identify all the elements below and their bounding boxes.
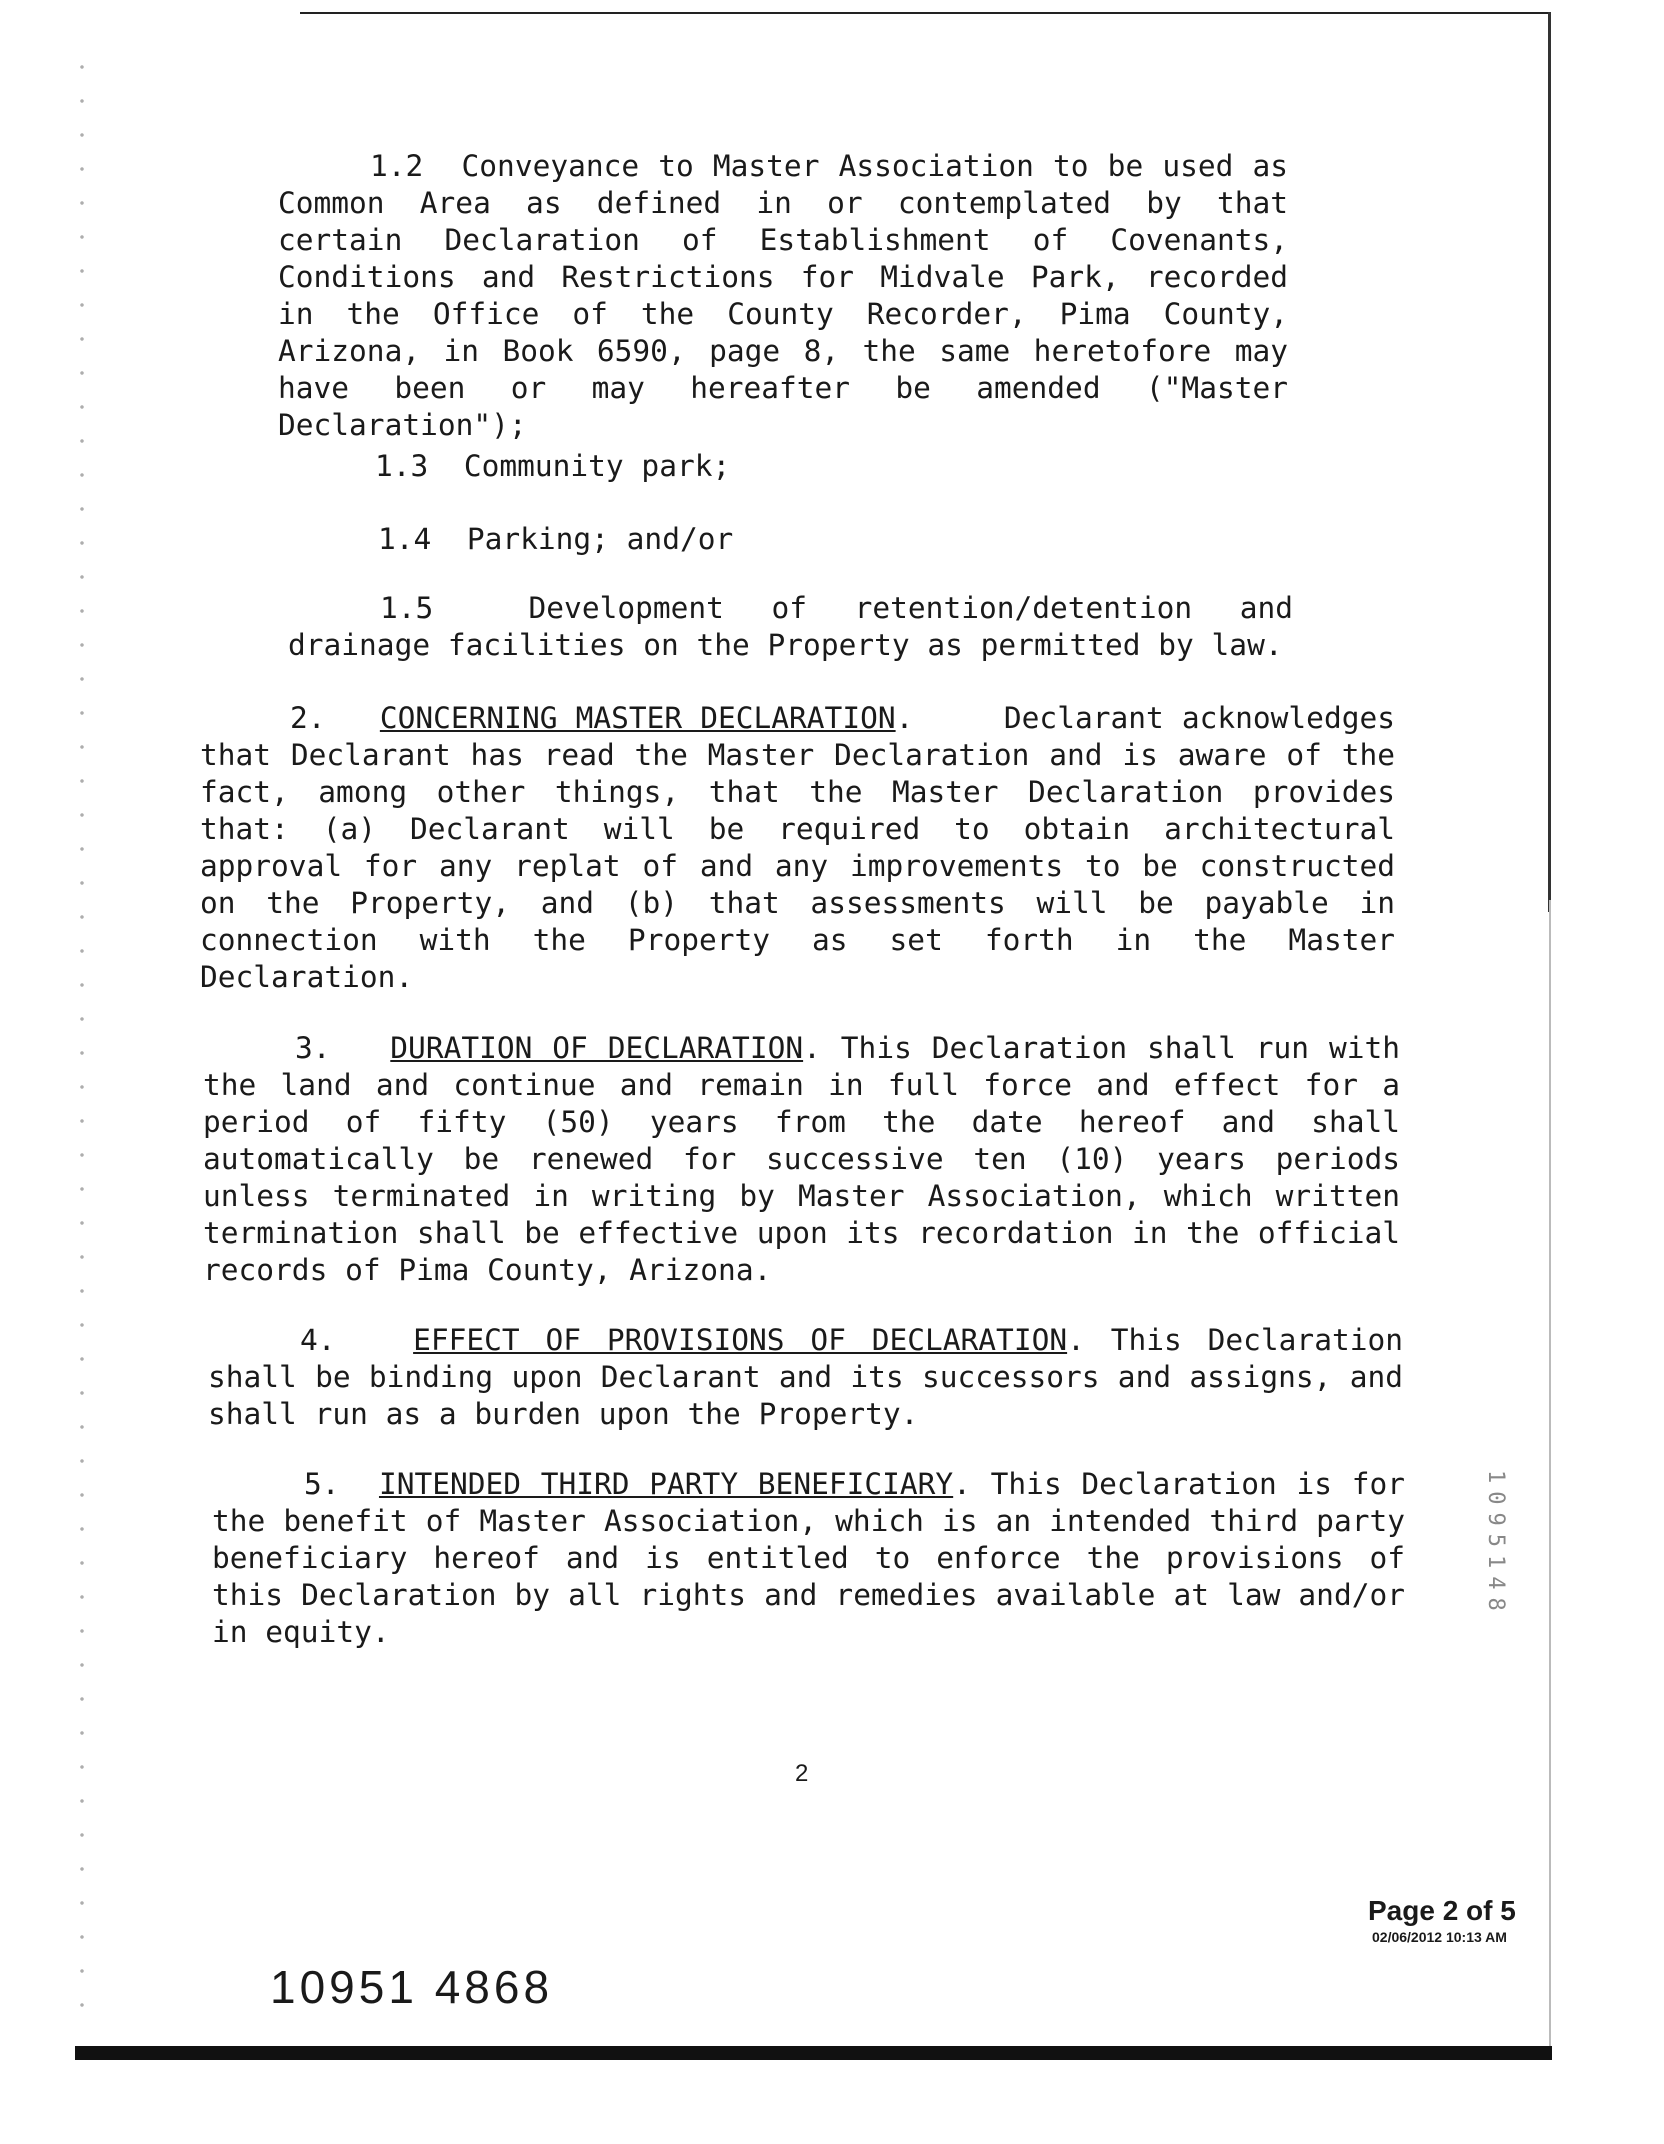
section-3-number: 3. xyxy=(295,1031,331,1065)
section-2-number: 2. xyxy=(290,701,326,735)
section-2: 2. CONCERNING MASTER DECLARATION. Declarant acknowledges that Declarant has read the Master Declaration and is aware of the fact, among other things, that the Master Declaration provides that: (a) Declarant will be required to obtain architectural approval for any replat of and any improvements to be constructed on the Property, and (b) that assessments will be payable in connection with the Property as set forth in the Master Declaration. xyxy=(200,701,1413,994)
scan-edge-bottom xyxy=(75,2046,1552,2060)
section-5-text: This Declaration is for the benefit of Master Association, which is an intended third party beneficiary hereof and is entitled to enforce the provisions of this Declaration by all rights and remedies available at law and/or in equity. xyxy=(212,1467,1423,1649)
section-4-heading: EFFECT OF PROVISIONS OF DECLARATION xyxy=(413,1323,1068,1357)
section-3: 3. DURATION OF DECLARATION. This Declaration shall run with the land and continue and remain in full force and effect for a period of fifty (50) years from the date hereof and shall automatically be renewed for successive ten (10) years periods unless terminated in writing by Master Association, which written termination shall be effective upon its recordation in the official records of Pima County, Arizona. xyxy=(203,1031,1418,1287)
section-3-heading: DURATION OF DECLARATION xyxy=(390,1031,804,1065)
recording-number: 10951 4868 xyxy=(270,1961,554,2013)
item-1-2-number: 1.2 xyxy=(370,149,424,183)
item-1-5-text: Development of retention/detention and drainage facilities on the Property as permitted by law. xyxy=(288,591,1311,662)
section-3-text: This Declaration shall run with the land and continue and remain in full force and effect for a period of fifty (50) years from the date hereof and shall automatically be renewed for successive ten (10) years periods unless terminated in writing by Master Association, which written termination shall be effective upon its recordation in the official records of Pima County, Arizona. xyxy=(203,1031,1418,1287)
section-5: 5. INTENDED THIRD PARTY BENEFICIARY. This Declaration is for the benefit of Master Association, which is an intended third party beneficiary hereof and is entitled to enforce the provisions of this Declaration by all rights and remedies available at law and/or in equity. xyxy=(212,1467,1423,1649)
scan-margin-dots xyxy=(70,50,94,2030)
section-4-number: 4. xyxy=(300,1323,336,1357)
scan-edge-top xyxy=(300,12,1550,14)
scan-edge-right xyxy=(1548,12,1551,912)
page-of-label: Page 2 of 5 xyxy=(1368,1895,1516,1926)
section-4-text: This Declaration shall be binding upon Declarant and its successors and assigns, and shall run as a burden upon the Property. xyxy=(208,1323,1421,1431)
section-5-number: 5. xyxy=(304,1467,340,1501)
section-5-heading: INTENDED THIRD PARTY BENEFICIARY xyxy=(378,1467,954,1501)
side-stamp: 1095148 xyxy=(1483,1470,1508,1619)
item-1-3-text: Community park; xyxy=(463,449,731,483)
section-2-heading: CONCERNING MASTER DECLARATION xyxy=(379,701,896,735)
item-1-3-number: 1.3 xyxy=(375,449,429,483)
item-1-5-number: 1.5 xyxy=(380,591,434,625)
section-2-text: Declarant acknowledges that Declarant has read the Master Declaration and is aware of the fact, among other things, that the Master Declaration provides that: (a) Declarant will be required to obtain architectural approval for any replat of and any improvements to be constructed on the Property, and (b) that assessments will be payable in connection with the Property as set forth in the Master Declaration. xyxy=(200,701,1413,994)
section-4: 4. EFFECT OF PROVISIONS OF DECLARATION. This Declaration shall be binding upon Declarant and its successors and assigns, and shall run as a burden upon the Property. xyxy=(208,1323,1421,1431)
item-1-4 xyxy=(378,521,1278,558)
page-number: 2 xyxy=(795,1760,809,1787)
scan-edge-right-lower xyxy=(1549,900,1551,2050)
item-1-5 xyxy=(288,590,1311,664)
item-1-3 xyxy=(375,448,1275,485)
item-1-2-text: Conveyance to Master Association to be used as Common Area as defined in or contemplated by that certain Declaration of Establishment of Covenants, Conditions and Restrictions for Midvale Park, recorded in the Office of the County Recorder, Pima County, Arizona, in Book 6590, page 8, the same heretofore may have been or may hereafter be amended ("Master Declaration"); xyxy=(278,149,1306,442)
item-1-4-text: Parking; and/or xyxy=(466,522,734,556)
item-1-2 xyxy=(278,148,1306,444)
item-1-4-number: 1.4 xyxy=(378,522,432,556)
print-timestamp: 02/06/2012 10:13 AM xyxy=(1372,1929,1507,1945)
